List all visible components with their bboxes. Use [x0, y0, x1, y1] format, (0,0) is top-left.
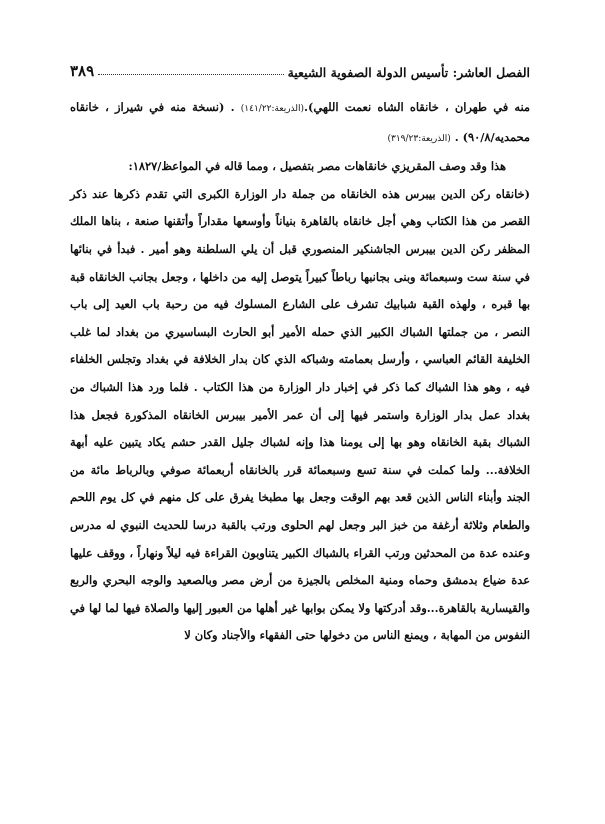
citation: (الذريعة:١٤١/٢٢)	[240, 104, 305, 114]
citation: (الذريعة:٣١٩/٢٣)	[387, 133, 451, 144]
page-number: ٣٨٩	[70, 62, 95, 80]
running-header	[70, 58, 530, 80]
body-text	[70, 94, 530, 650]
paragraph-text: . (نسخة منه في شيراز ، خانقاه محمديه/٩٠/٨) .	[70, 100, 530, 144]
chapter-title: الفصل العاشر: تأسيس الدولة الصفوية الشيعية	[287, 65, 530, 80]
paragraph-continuation	[70, 94, 530, 153]
paragraph-intro: هذا وقد وصف المقريزي خانقاهات مصر بتفصيل ، ومما قاله في المواعظ/١٨٢٧:	[128, 159, 506, 174]
book-page	[70, 58, 530, 650]
dotted-leader	[98, 74, 283, 75]
paragraph-quotation: (خانقاه ركن الدين بيبرس هذه الخانقاه من جملة دار الوزارة الكبرى التي تقدم ذكرها عند ذكر القصر من هذا الكتاب وهي أجل خانقاه بالقاهرة بنياناً وأوسعها مقداراً وأتقنها صنعة ، بناها الملك المظفر ركن الدين بيبرس الجاشنكير المنصوري قبل أن يلي السلطنة وهو أمير . فبدأ في بنائها في سنة ست وسبعمائة وبنى بجانبها رباطاً كبيراً يتوصل إليه من داخلها ، وجعل بجانب الخانقاه قبة بها قبره ، ولهذه القبة شبابيك تشرف على الشارع المسلوك فيه من رحبة باب العيد إلى باب النصر ، من جملتها الشباك الكبير الذي حمله الأمير أبو الحارث البساسيري من بغداد لما غلب الخليفة القائم العباسي ، وأرسل بعمامته وشباكه الذي كان بدار الخلافة في بغداد وتجلس الخلفاء فيه ، وهو هذا الشباك كما ذكر في إخبار دار الوزارة من هذا الكتاب . فلما ورد هذا الشباك من بغداد عمل بدار الوزارة واستمر فيها إلى أن عمر الأمير بيبرس الخانقاه المذكورة فجعل هذا الشباك بقبة الخانقاه وهو بها إلى يومنا هذا وإنه لشباك جليل القدر حشم يكاد يتبين عليه أبهة الخلافة... ولما كملت في سنة تسع وسبعمائة قرر بالخانقاه أربعمائة صوفي وبالرباط مائة من الجند وأبناء الناس الذين قعد بهم الوقت وجعل بها مطبخا يفرق على كل منهم في كل يوم اللحم والطعام وثلاثة أرغفة من خبز البر وجعل لهم الحلوى ورتب بالقبة درسا للحديث النبوي له مدرس وعنده عدة من المحدثين ورتب القراء بالشباك الكبير يتناوبون القراءة فيه ليلاً ونهاراً ، ووقف عليها عدة ضياع بدمشق وحماه ومنية المخلص بالجيزة من أرض مصر وبالصعيد والوجه البحري والربع والقيسارية بالقاهرة...وقد أدركتها ولا يمكن بوابها غير أهلها من العبور إليها والصلاة فيها لما لها في النفوس من المهابة ، ويمنع الناس من دخولها حتى الفقهاء والأجناد وكان لا	[70, 186, 530, 643]
paragraph-text: منه في طهران ، خانقاه الشاه نعمت اللهي).	[304, 100, 531, 114]
